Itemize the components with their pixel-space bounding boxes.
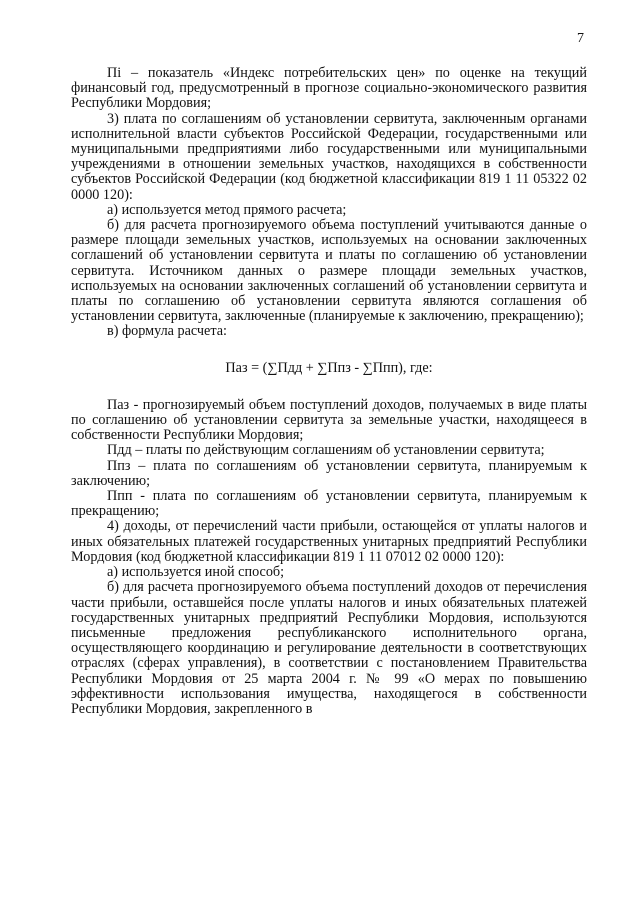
paragraph-paz-definition: Паз - прогнозируемый объем поступлений доходов, получаемых в виде платы по соглашению об установлении сервитута за земельные участки, находящееся в собственности Республики Мордовия; [71,396,587,444]
paragraph-pdd-definition: Пдд – платы по действующим соглашениям об установлении сервитута; [107,442,545,459]
paragraph-ppp-definition: Ппп - плата по соглашениям об установлении сервитута, планируемым к прекращению; [71,488,587,520]
paragraph-ppz-definition: Ппз – плата по соглашениям об установлении сервитута, планируемым к заключению; [71,457,587,489]
paragraph-item-3a: а) используется метод прямого расчета; [107,201,347,218]
paragraph-pi-definition: Пi – показатель «Индекс потребительских цен» по оценке на текущий финансовый год, предусмотренный в прогнозе социально-экономического развития Республики Мордовия; [71,65,587,112]
formula: Паз = (∑Пдд + ∑Ппз - ∑Ппп), где: [225,359,433,376]
paragraph-item-4a: а) используется иной способ; [107,564,285,581]
paragraph-item-4: 4) доходы, от перечислений части прибыли, остающейся от уплаты налогов и иных обязательных платежей государственных унитарных предприятий Республики Мордовия (код бюджетной классификации 819 1 11 07012 02 0000 120): [71,518,587,565]
page-number: 7 [577,31,584,46]
paragraph-item-4b: б) для расчета прогнозируемого объема поступлений доходов от перечисления части прибыли, оставшейся после уплаты налогов и иных обязательных платежей государственных унитарных предприятий Республики Мордовия, используются письменные предложения республиканского исполнительного органа, осуществляющего координацию и регулирование деятельности в соответствующих отраслях (сферах управления), в соответствии с постановлением Правительства Республики Мордовия от 25 марта 2004 г. № 99 «О мерах по повышению эффективности использования имущества, находящегося в собственности Республики Мордовия, закрепленного в [71,579,587,717]
paragraph-item-3v: в) формула расчета: [107,323,227,340]
paragraph-item-3: 3) плата по соглашениям об установлении сервитута, заключенным органами исполнительной власти субъектов Российской Федерации, государственными или муниципальными предприятиями либо государственными или муниципальными учреждениями в отношении земельных участков, находящихся в собственности субъектов Российской Федерации (код бюджетной классификации 819 1 11 05322 02 0000 120): [71,110,587,203]
paragraph-item-3b: б) для расчета прогнозируемого объема поступлений учитываются данные о размере площади земельных участков, используемых на основании заключенных соглашений об установлении сервитута и платы по соглашению об установлении сервитута. Источником данных о размере площади земельных участков, используемых на основании заключенных соглашений об установлении сервитута и платы по соглашению об установлении сервитута являются соглашения об установлении сервитута, заключенные (планируемые к заключению, прекращению); [71,217,587,325]
document-body [71,66,587,717]
